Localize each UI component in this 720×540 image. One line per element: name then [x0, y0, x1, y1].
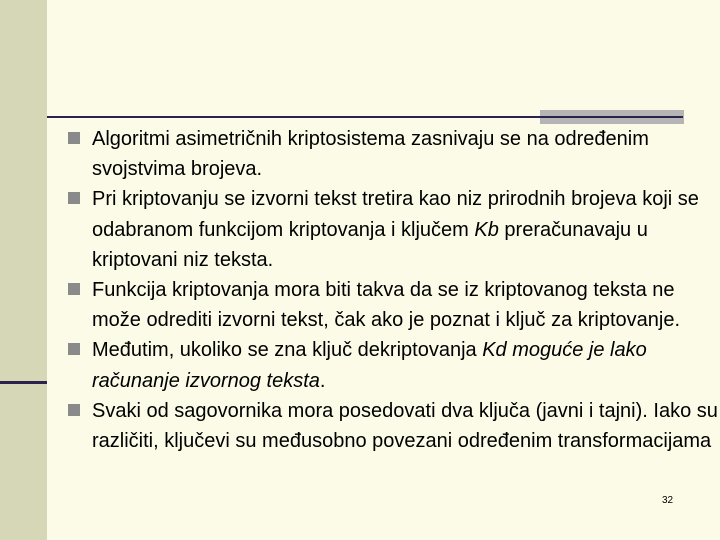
square-bullet-icon: [68, 283, 80, 295]
bullet-text: .: [319, 369, 326, 392]
bullet-text: Funkcija kriptovanja mora biti takva da se iz kriptovanog teksta ne može odrediti izvorni tekst, čak ako je poznat i ključ za kriptovanje.: [92, 279, 681, 332]
square-bullet-icon: [68, 343, 80, 355]
bullet-text: preračunavaju u kriptovani niz teksta.: [92, 218, 648, 271]
bullet-list: [68, 124, 718, 456]
title-divider-line: [47, 116, 683, 118]
square-bullet-icon: [68, 404, 80, 416]
left-sidebar-band: [0, 0, 47, 540]
bullet-item: [68, 396, 718, 456]
bullet-item: [68, 335, 718, 395]
bullet-text-italic: Kd moguće je lako računanje izvornog teksta: [92, 339, 647, 392]
bullet-item: [68, 184, 718, 275]
bullet-text: Međutim, ukoliko se zna ključ dekriptovanja: [92, 339, 483, 362]
bullet-item: [68, 275, 718, 335]
square-bullet-icon: [68, 132, 80, 144]
bullet-item: [68, 124, 718, 184]
bullet-text: Algoritmi asimetričnih kriptosistema zasnivaju se na određenim svojstvima brojeva.: [92, 128, 649, 181]
bullet-text: Svaki od sagovornika mora posedovati dva ključa (javni i tajni). Iako su različiti, ključevi su međusobno povezani određenim transformacijama: [92, 399, 718, 453]
bullet-text-italic: Kb: [474, 218, 499, 241]
sidebar-divider-line: [0, 381, 47, 384]
page-number: 32: [662, 495, 674, 506]
square-bullet-icon: [68, 192, 80, 204]
bullet-text: Pri kriptovanju se izvorni tekst tretira kao niz prirodnih brojeva koji se odabranom funkcijom kriptovanja i ključem: [92, 188, 699, 241]
